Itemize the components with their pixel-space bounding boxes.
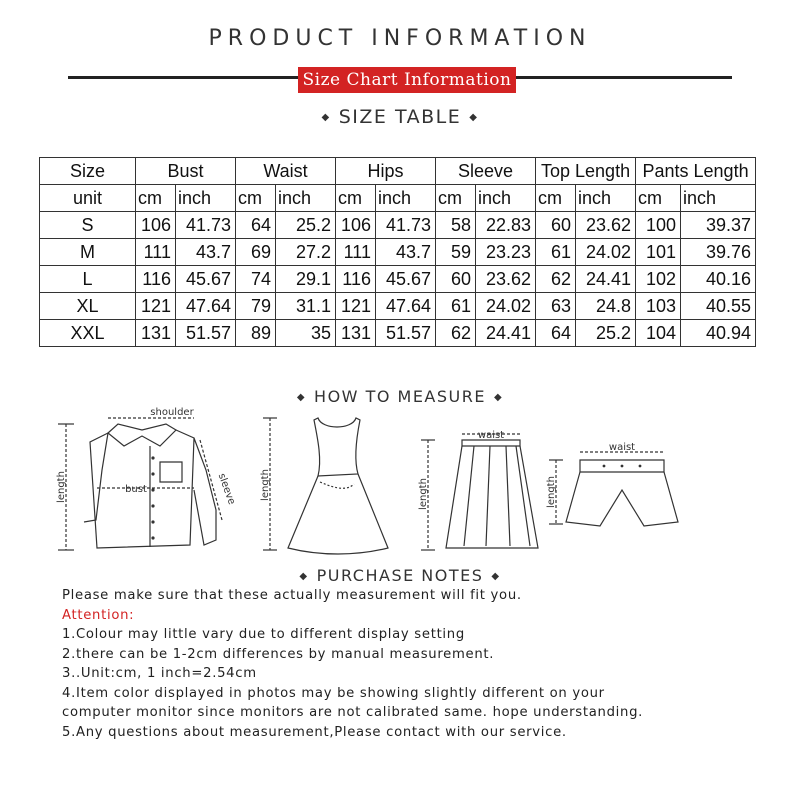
- table-cell: 47.64: [376, 293, 436, 320]
- table-cell: 104: [636, 320, 681, 347]
- table-cell: 23.23: [476, 239, 536, 266]
- table-cell: 116: [336, 266, 376, 293]
- bust-label: bust: [125, 484, 147, 495]
- table-cell: 40.55: [681, 293, 756, 320]
- table-cell: 61: [536, 239, 576, 266]
- table-cell: 24.02: [576, 239, 636, 266]
- unit-cell: inch: [476, 185, 536, 212]
- table-cell: 24.02: [476, 293, 536, 320]
- table-header-cell: Pants Length: [636, 158, 756, 185]
- measurement-diagrams: [0, 400, 800, 560]
- table-header-cell: Waist: [236, 158, 336, 185]
- skirt-diagram: [421, 434, 538, 550]
- table-cell: 106: [136, 212, 176, 239]
- table-cell: 60: [436, 266, 476, 293]
- table-cell: 43.7: [376, 239, 436, 266]
- notes-intro: Please make sure that these actually measurement will fit you.: [62, 588, 522, 603]
- diamond-icon: ◆: [299, 571, 309, 582]
- table-header-cell: Sleeve: [436, 158, 536, 185]
- size-cell: M: [40, 239, 136, 266]
- shirt-right-sleeve: [194, 438, 216, 545]
- unit-cell: cm: [236, 185, 276, 212]
- size-cell: S: [40, 212, 136, 239]
- table-cell: 111: [136, 239, 176, 266]
- diamond-icon: ◆: [491, 571, 501, 582]
- table-cell: 41.73: [376, 212, 436, 239]
- table-cell: 64: [236, 212, 276, 239]
- table-cell: 121: [336, 293, 376, 320]
- length-label: length: [418, 478, 429, 510]
- dress-bodice: [314, 418, 360, 476]
- table-cell: 45.67: [176, 266, 236, 293]
- table-header-cell: Top Length: [536, 158, 636, 185]
- table-cell: 40.16: [681, 266, 756, 293]
- table-cell: 43.7: [176, 239, 236, 266]
- table-header-cell: Hips: [336, 158, 436, 185]
- shorts-body: [566, 472, 678, 526]
- unit-cell: cm: [536, 185, 576, 212]
- table-cell: 58: [436, 212, 476, 239]
- table-cell: 40.94: [681, 320, 756, 347]
- table-cell: 79: [236, 293, 276, 320]
- purchase-notes-heading: [0, 566, 800, 585]
- table-header-row: [40, 158, 756, 185]
- table-cell: 60: [536, 212, 576, 239]
- unit-cell: inch: [376, 185, 436, 212]
- unit-cell: cm: [436, 185, 476, 212]
- dress-skirt: [288, 474, 388, 554]
- table-cell: 27.2: [276, 239, 336, 266]
- waist-label: waist: [608, 442, 636, 453]
- title-rule-left: [68, 76, 300, 79]
- table-cell: 47.64: [176, 293, 236, 320]
- table-header-cell: Bust: [136, 158, 236, 185]
- table-cell: 64: [536, 320, 576, 347]
- note-item: 4.Item color displayed in photos may be showing slightly different on your: [62, 685, 605, 701]
- diamond-icon: ◆: [296, 392, 307, 403]
- table-cell: 74: [236, 266, 276, 293]
- note-item: 2.there can be 1-2cm differences by manual measurement.: [62, 646, 495, 662]
- table-cell: 29.1: [276, 266, 336, 293]
- table-cell: 101: [636, 239, 681, 266]
- unit-cell: cm: [336, 185, 376, 212]
- table-cell: 24.8: [576, 293, 636, 320]
- note-item: 3..Unit:cm, 1 inch=2.54cm: [62, 666, 257, 681]
- table-cell: 62: [536, 266, 576, 293]
- table-row: [40, 239, 756, 266]
- size-table-heading-text: SIZE TABLE: [338, 106, 462, 128]
- diamond-icon: ◆: [321, 112, 331, 123]
- unit-cell: cm: [136, 185, 176, 212]
- shirt-collar: [108, 424, 176, 446]
- skirt-body: [446, 446, 538, 548]
- table-cell: 131: [336, 320, 376, 347]
- dress-diagram: [263, 418, 388, 554]
- shirt-pocket: [160, 462, 182, 482]
- attention-label: Attention:: [62, 607, 135, 623]
- table-cell: 61: [436, 293, 476, 320]
- diamond-icon: ◆: [469, 112, 479, 123]
- how-to-measure-heading-text: HOW TO MEASURE: [314, 387, 486, 406]
- table-cell: 31.1: [276, 293, 336, 320]
- table-cell: 103: [636, 293, 681, 320]
- shoulder-label: shoulder: [150, 407, 194, 418]
- unit-cell: inch: [276, 185, 336, 212]
- table-cell: 121: [136, 293, 176, 320]
- table-cell: 39.37: [681, 212, 756, 239]
- size-table-heading: [0, 106, 800, 128]
- table-cell: 59: [436, 239, 476, 266]
- length-label: length: [260, 469, 271, 501]
- size-table: [39, 157, 756, 347]
- table-cell: 51.57: [176, 320, 236, 347]
- purchase-notes: [62, 586, 762, 742]
- purchase-notes-heading-text: PURCHASE NOTES: [316, 566, 484, 585]
- table-cell: 62: [436, 320, 476, 347]
- table-row: [40, 212, 756, 239]
- dress-sash: [320, 482, 354, 488]
- table-cell: 39.76: [681, 239, 756, 266]
- table-row: [40, 320, 756, 347]
- sleeve-label: sleeve: [215, 472, 238, 507]
- note-item: 1.Colour may little vary due to different display setting: [62, 627, 465, 642]
- table-row: [40, 266, 756, 293]
- table-cell: 25.2: [576, 320, 636, 347]
- table-cell: 25.2: [276, 212, 336, 239]
- length-label: length: [56, 471, 67, 503]
- table-cell: 63: [536, 293, 576, 320]
- note-item: 5.Any questions about measurement,Please contact with our service.: [62, 724, 567, 740]
- table-cell: 102: [636, 266, 681, 293]
- table-cell: 89: [236, 320, 276, 347]
- table-row: [40, 293, 756, 320]
- shirt-buttons: [151, 456, 154, 539]
- size-cell: L: [40, 266, 136, 293]
- table-cell: 23.62: [576, 212, 636, 239]
- table-cell: 45.67: [376, 266, 436, 293]
- unit-label: unit: [40, 185, 136, 212]
- unit-cell: inch: [576, 185, 636, 212]
- table-cell: 106: [336, 212, 376, 239]
- table-cell: 23.62: [476, 266, 536, 293]
- unit-cell: inch: [681, 185, 756, 212]
- shorts-diagram: [549, 452, 678, 526]
- unit-cell: inch: [176, 185, 236, 212]
- page-title: PRODUCT INFORMATION: [208, 26, 592, 51]
- table-cell: 22.83: [476, 212, 536, 239]
- size-cell: XL: [40, 293, 136, 320]
- table-cell: 51.57: [376, 320, 436, 347]
- table-cell: 131: [136, 320, 176, 347]
- size-cell: XXL: [40, 320, 136, 347]
- length-label: length: [546, 476, 557, 508]
- table-cell: 69: [236, 239, 276, 266]
- table-cell: 35: [276, 320, 336, 347]
- size-chart-banner: Size Chart Information: [298, 67, 516, 93]
- table-cell: 100: [636, 212, 681, 239]
- table-cell: 116: [136, 266, 176, 293]
- waist-label: waist: [477, 430, 505, 441]
- table-cell: 111: [336, 239, 376, 266]
- table-header-cell: Size: [40, 158, 136, 185]
- table-cell: 41.73: [176, 212, 236, 239]
- table-unit-row: [40, 185, 756, 212]
- note-item: computer monitor since monitors are not calibrated same. hope understanding.: [62, 705, 644, 720]
- title-rule-right: [512, 76, 732, 79]
- table-cell: 24.41: [476, 320, 536, 347]
- shirt-left-sleeve: [84, 433, 108, 522]
- diamond-icon: ◆: [493, 392, 504, 403]
- table-cell: 24.41: [576, 266, 636, 293]
- unit-cell: cm: [636, 185, 681, 212]
